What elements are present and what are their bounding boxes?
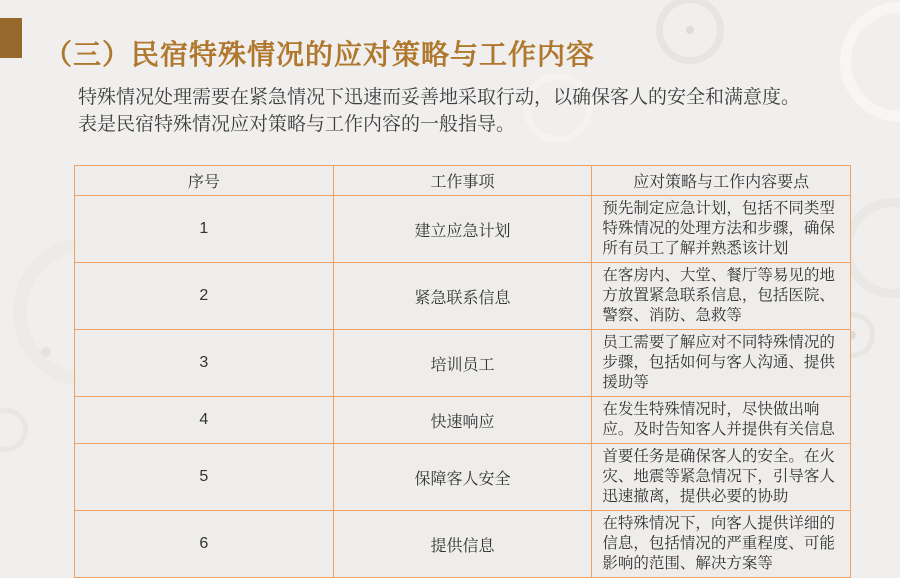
header-cell-strategy: 应对策略与工作内容要点 bbox=[592, 166, 851, 196]
table-row bbox=[75, 196, 851, 263]
intro-paragraph bbox=[78, 84, 878, 138]
table-row bbox=[75, 330, 851, 397]
intro-line-1: 特殊情况处理需要在紧急情况下迅速而妥善地采取行动，以确保客人的安全和满意度。 bbox=[78, 87, 801, 108]
work-item-cell: 快速响应 bbox=[333, 397, 592, 444]
table-row bbox=[75, 263, 851, 330]
title-accent-square bbox=[0, 18, 22, 58]
strategy-points-cell: 在客房内、大堂、餐厅等易见的地方放置紧急联系信息，包括医院、警察、消防、急救等 bbox=[592, 263, 851, 330]
table-row bbox=[75, 511, 851, 578]
strategy-table bbox=[74, 165, 851, 578]
work-item-cell: 紧急联系信息 bbox=[333, 263, 592, 330]
strategy-points-cell: 首要任务是确保客人的安全。在火灾、地震等紧急情况下，引导客人迅速撤离，提供必要的协助 bbox=[592, 444, 851, 511]
intro-line-2: 表是民宿特殊情况应对策略与工作内容的一般指导。 bbox=[78, 114, 516, 135]
row-number-cell: 1 bbox=[75, 196, 334, 263]
decorative-circle bbox=[656, 0, 724, 64]
strategy-points-cell: 员工需要了解应对不同特殊情况的步骤，包括如何与客人沟通、提供援助等 bbox=[592, 330, 851, 397]
work-item-cell: 保障客人安全 bbox=[333, 444, 592, 511]
work-item-cell: 建立应急计划 bbox=[333, 196, 592, 263]
header-cell-work-item: 工作事项 bbox=[333, 166, 592, 196]
work-item-cell: 培训员工 bbox=[333, 330, 592, 397]
strategy-points-cell: 在特殊情况下，向客人提供详细的信息，包括情况的严重程度、可能影响的范围、解决方案等 bbox=[592, 511, 851, 578]
decorative-circle bbox=[0, 408, 28, 452]
table-header-row bbox=[75, 166, 851, 196]
table-body bbox=[75, 196, 851, 578]
row-number-cell: 3 bbox=[75, 330, 334, 397]
table-header bbox=[75, 166, 851, 196]
table-row bbox=[75, 444, 851, 511]
slide-title: （三）民宿特殊情况的应对策略与工作内容 bbox=[44, 38, 596, 70]
strategy-points-cell: 在发生特殊情况时，尽快做出响应。及时告知客人并提供有关信息 bbox=[592, 397, 851, 444]
row-number-cell: 4 bbox=[75, 397, 334, 444]
work-item-cell: 提供信息 bbox=[333, 511, 592, 578]
row-number-cell: 6 bbox=[75, 511, 334, 578]
decorative-dot bbox=[686, 26, 694, 34]
decorative-circle bbox=[843, 198, 900, 298]
decorative-dot bbox=[41, 347, 51, 357]
strategy-points-cell: 预先制定应急计划，包括不同类型特殊情况的处理方法和步骤，确保所有员工了解并熟悉该计划 bbox=[592, 196, 851, 263]
row-number-cell: 2 bbox=[75, 263, 334, 330]
table-row bbox=[75, 397, 851, 444]
row-number-cell: 5 bbox=[75, 444, 334, 511]
header-cell-number: 序号 bbox=[75, 166, 334, 196]
